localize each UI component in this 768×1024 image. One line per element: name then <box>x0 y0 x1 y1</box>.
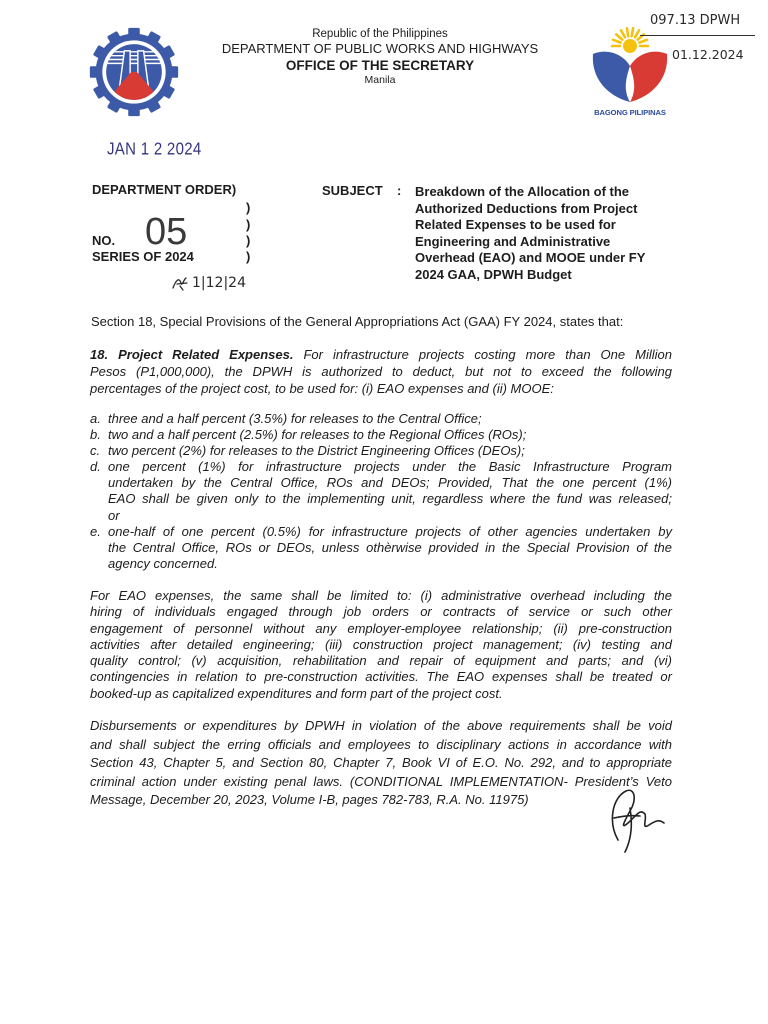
paragraph-line: booked-up as capitalized expenditures and form part of the project cost. <box>90 685 503 701</box>
subject-colon: : <box>397 183 402 198</box>
office-name: OFFICE OF THE SECRETARY <box>285 58 475 73</box>
paragraph-line: activities after detailed engineering; (iii) construction project management; (iv) testing and <box>90 636 672 652</box>
list-item-line: undertaken by the Central Office, ROs and DEOs; Provided, That the one percent (1%) <box>108 475 672 491</box>
list-item <box>90 427 672 443</box>
list-marker: d. <box>90 459 101 475</box>
paragraph-line: hiring of individuals engaged through job orders or contracts of service or such other <box>90 604 672 620</box>
allocation-list <box>90 411 672 572</box>
signature-icon <box>600 778 672 856</box>
received-date: 01.12.2024 <box>672 47 744 62</box>
provision-text: For infrastructure projects costing more than One Million <box>303 346 672 362</box>
list-item <box>90 459 672 523</box>
subject-line: Engineering and Administrative <box>415 233 611 249</box>
disbursement-paragraph <box>90 717 672 810</box>
order-paren: ) <box>246 249 251 264</box>
subject-line: Overhead (EAO) and MOOE under FY <box>415 250 646 265</box>
bagong-pilipinas-logo-icon <box>585 20 675 106</box>
paragraph-line: Disbursements or expenditures by DPWH in violation of the above requirements shall be void <box>90 718 672 733</box>
subject-line: Breakdown of the Allocation of the <box>415 184 630 199</box>
order-paren: ) <box>246 200 251 215</box>
subject-line: 2024 GAA, DPWH Budget <box>415 266 572 282</box>
list-item-line: three and a half percent (3.5%) for releases to the Central Office; <box>108 411 482 426</box>
list-item-line: one percent (1%) for infrastructure projects under the Basic Infrastructure Program <box>108 459 672 475</box>
order-number-label: NO. <box>92 233 116 248</box>
date-stamp: JAN 1 2 2024 <box>107 139 202 160</box>
tracking-number: 097.13 DPWH <box>650 13 741 28</box>
subject-line: Authorized Deductions from Project <box>415 200 638 216</box>
list-item-line: agency concerned. <box>108 555 218 571</box>
dpwh-seal-icon <box>86 24 182 120</box>
list-item-line: one-half of one percent (0.5%) for infrastructure projects of other agencies undertaken by <box>108 523 672 539</box>
list-item <box>90 411 672 427</box>
subject-label: SUBJECT <box>322 183 383 198</box>
bagong-pilipinas-text: BAGONG PILIPINAS <box>594 108 666 117</box>
department-order-label: DEPARTMENT ORDER) <box>92 182 237 197</box>
list-item <box>90 443 672 459</box>
tracking-underline <box>640 35 755 36</box>
provision-heading: 18. Project Related Expenses. <box>90 346 294 362</box>
list-marker: c. <box>90 443 101 459</box>
list-item-line: two and a half percent (2.5%) for releases to the Regional Offices (ROs); <box>108 427 527 443</box>
intro-paragraph: Section 18, Special Provisions of the General Appropriations Act (GAA) FY 2024, states that: <box>91 314 624 329</box>
eao-paragraph <box>90 588 672 702</box>
paragraph-line: quality control; (v) acquisition, rehabilitation and repair of equipment and parts; and (vi) <box>90 653 672 669</box>
republic-line: Republic of the Philippines <box>312 28 448 40</box>
provision-paragraph <box>90 346 672 397</box>
order-number-value: 05 <box>145 211 188 253</box>
paragraph-line: engagement of personnel without any employer-employee relationship; (ii) pre-construction <box>90 620 672 636</box>
paragraph-line: Section 43, Chapter 5, and Section 80, Chapter 7, Book VI of E.O. No. 292, and to appropriate <box>90 755 672 770</box>
order-paren: ) <box>246 233 251 248</box>
subject-text <box>415 184 677 283</box>
paragraph-line: Pesos (P1,000,000), the DPWH is authorized to deduct, but not to exceed the following <box>90 363 672 379</box>
paragraph-line: For EAO expenses, the same shall be limited to: (i) administrative overhead including the <box>90 588 672 603</box>
paragraph-line: criminal action under existing penal laws. (CONDITIONAL IMPLEMENTATION- President’s Veto <box>90 773 672 789</box>
list-marker: e. <box>90 523 101 539</box>
department-name: DEPARTMENT OF PUBLIC WORKS AND HIGHWAYS <box>221 41 539 56</box>
series-date: 1|12|24 <box>192 275 246 291</box>
subject-line: Related Expenses to be used for <box>415 217 616 232</box>
list-item-line: or <box>108 507 120 523</box>
list-marker: b. <box>90 427 101 443</box>
list-item-line: the Central Office, ROs or DEOs, unless othèrwise provided in the Special Provision of the <box>108 539 672 555</box>
paragraph-line: Message, December 20, 2023, Volume I-B, pages 782-783, R.A. No. 11975) <box>90 792 529 807</box>
paragraph-line: and shall subject the erring officials and employees to disciplinary actions in accordance with <box>90 736 672 752</box>
list-item-line: EAO shall be given only to the implementing unit, regardless where the fund was released; <box>108 491 672 507</box>
list-marker: a. <box>90 411 101 426</box>
list-item <box>90 524 672 572</box>
paragraph-line: contingencies in relation to pre-construction activities. The EAO expenses shall be treated or <box>90 669 672 685</box>
paragraph-line: percentages of the project cost, to be used for: (i) EAO expenses and (ii) MOOE: <box>90 380 554 396</box>
city-name: Manila <box>364 74 396 86</box>
initial-scribble-icon <box>171 274 191 292</box>
paragraph-line <box>90 346 672 363</box>
list-item-line: two percent (2%) for releases to the District Engineering Offices (DEOs); <box>108 443 525 459</box>
order-paren: ) <box>246 217 251 232</box>
order-series: SERIES OF 2024 <box>92 249 194 264</box>
